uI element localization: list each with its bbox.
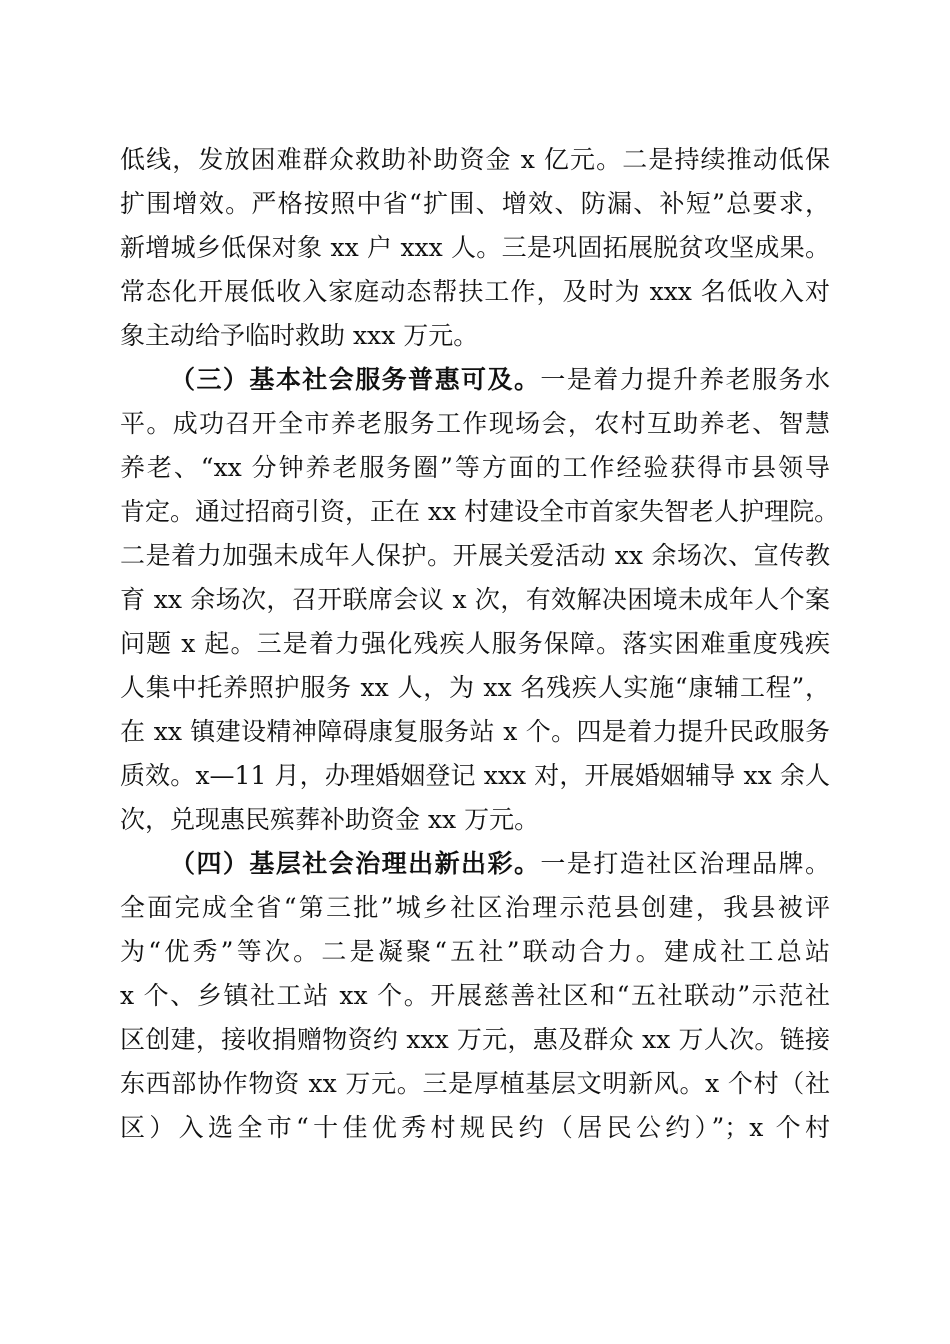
text-line: x 个、乡镇社工站 xx 个。开展慈善社区和“五社联动”示范社: [120, 981, 830, 1010]
text-line: 平。成功召开全市养老服务工作现场会，农村互助养老、智慧: [120, 409, 830, 438]
section-heading-4: （四）基层社会治理出新出彩。: [170, 849, 541, 878]
text-line: 人集中托养照护服务 xx 人，为 xx 名残疾人实施“康辅工程”，: [120, 673, 830, 702]
heading-line-rest: 一是着力提升养老服务水: [540, 365, 830, 394]
text-line: 东西部协作物资 xx 万元。三是厚植基层文明新风。x 个村（社: [120, 1069, 830, 1098]
section-heading-line: [170, 360, 830, 400]
text-line: 育 xx 余场次，召开联席会议 x 次，有效解决困境未成年人个案: [120, 585, 830, 614]
text-line: 区）入选全市“十佳优秀村规民约（居民公约）”；x 个村: [120, 1113, 830, 1142]
text-line: 质效。x—11 月，办理婚姻登记 xxx 对，开展婚姻辅导 xx 余人: [120, 761, 830, 790]
text-line: 扩围增效。严格按照中省“扩围、增效、防漏、补短”总要求，: [120, 189, 830, 218]
text-line: 区创建，接收捐赠物资约 xxx 万元，惠及群众 xx 万人次。链接: [120, 1025, 830, 1054]
section-heading-line: [170, 844, 830, 884]
text-line: 次，兑现惠民殡葬补助资金 xx 万元。: [120, 805, 540, 834]
text-line: 象主动给予临时救助 xxx 万元。: [120, 321, 479, 350]
text-line: 新增城乡低保对象 xx 户 xxx 人。三是巩固拓展脱贫攻坚成果。: [120, 233, 830, 262]
text-line: 常态化开展低收入家庭动态帮扶工作，及时为 xxx 名低收入对: [120, 277, 830, 306]
text-line: 低线，发放困难群众救助补助资金 x 亿元。二是持续推动低保: [120, 145, 830, 174]
text-line: 全面完成全省“第三批”城乡社区治理示范县创建，我县被评: [120, 893, 830, 922]
text-line: 问题 x 起。三是着力强化残疾人服务保障。落实困难重度残疾: [120, 629, 830, 658]
heading-line-rest: 一是打造社区治理品牌。: [540, 849, 830, 878]
text-line: 二是着力加强未成年人保护。开展关爱活动 xx 余场次、宣传教: [120, 541, 830, 570]
text-line: 肯定。通过招商引资，正在 xx 村建设全市首家失智老人护理院。: [120, 497, 840, 526]
text-line: 养老、“xx 分钟养老服务圈”等方面的工作经验获得市县领导: [120, 453, 830, 482]
text-line: 为“优秀”等次。二是凝聚“五社”联动合力。建成社工总站: [120, 937, 830, 966]
text-line: 在 xx 镇建设精神障碍康复服务站 x 个。四是着力提升民政服务: [120, 717, 830, 746]
section-heading-3: （三）基本社会服务普惠可及。: [170, 365, 541, 394]
